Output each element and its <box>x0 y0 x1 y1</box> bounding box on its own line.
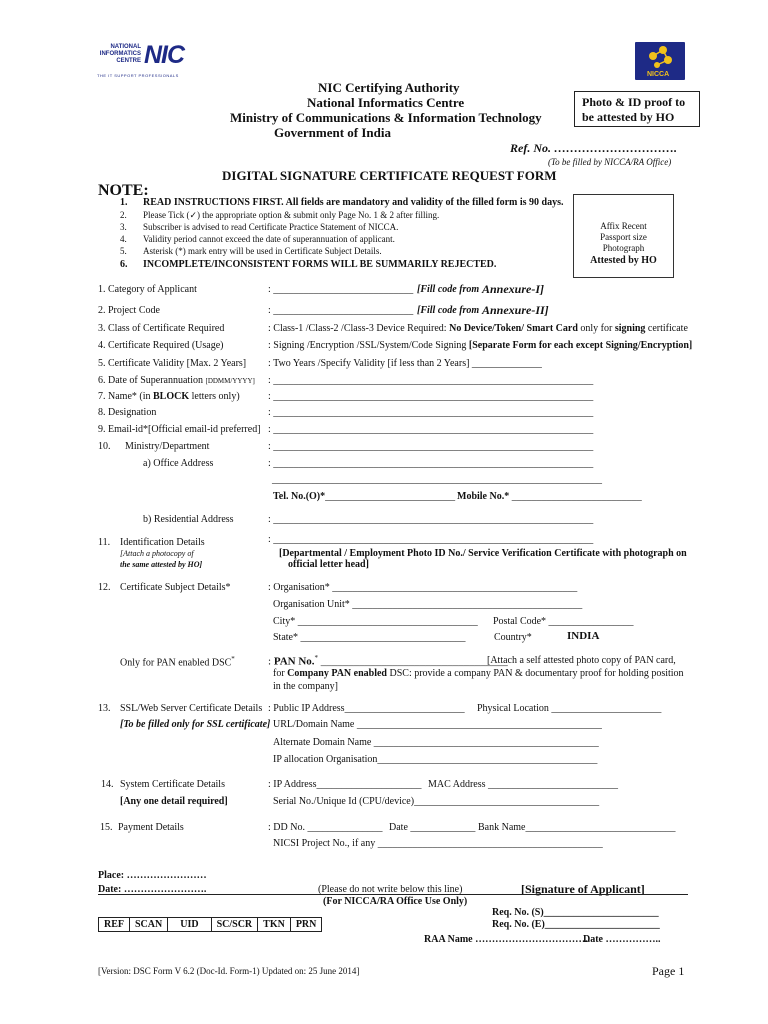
f10b-label: b) Residential Address <box>143 514 234 525</box>
f12-org-unit-input[interactable]: Organisation Unit* ______________________________________________ <box>273 599 583 610</box>
f13-url-input[interactable]: URL/Domain Name _________________________________________________ <box>273 719 602 730</box>
f11-doc-note1: [Departmental / Employment Photo ID No./ Service Verification Certificate with photograph on <box>279 548 687 559</box>
pan-row[interactable] <box>268 654 508 668</box>
f12-num: 12. <box>98 582 111 593</box>
f7-input[interactable]: : ________________________________________________________________ <box>268 391 594 402</box>
affix-line3: Photograph <box>602 243 645 253</box>
f13-public-ip-input[interactable]: : Public IP Address________________________ <box>268 703 465 714</box>
f12-state-input[interactable]: State* _________________________________ <box>273 632 466 643</box>
f15-bank-input[interactable]: Bank Name______________________________ <box>478 822 676 833</box>
req-no-e[interactable]: Req. No. (E)_______________________ <box>492 919 660 930</box>
office-cell-scscr: SC/SCR <box>211 918 258 932</box>
f10-label: Ministry/Department <box>125 441 210 452</box>
note-num-1: 1. <box>120 197 128 208</box>
f14-mac-input[interactable]: MAC Address __________________________ <box>428 779 619 790</box>
f7-block-bold: BLOCK <box>153 391 190 402</box>
pan-input[interactable]: __________________________________ <box>320 655 508 668</box>
f11-label: Identification Details <box>120 537 205 548</box>
pan-company-bold: Company PAN enabled <box>287 668 387 679</box>
f6-label <box>98 375 255 386</box>
f7-label-rest: letters only) <box>191 391 240 402</box>
f12-label: Certificate Subject Details* <box>120 582 231 593</box>
f11-input[interactable]: : ________________________________________________________________ <box>268 534 594 545</box>
f14-serial-input[interactable]: Serial No./Unique Id (CPU/device)_____________________________________ <box>273 796 600 807</box>
office-use-heading: (For NICCA/RA Office Use Only) <box>323 896 468 907</box>
f3-rest2: certificate <box>647 323 688 334</box>
f9-label: 9. Email-id*[Official email-id preferred] <box>98 424 261 435</box>
form-title: DIGITAL SIGNATURE CERTIFICATE REQUEST FORM <box>222 168 557 183</box>
nicca-logo-mark: NICCA <box>647 71 670 78</box>
affix-line1: Affix Recent <box>600 221 647 231</box>
f11-note2: the same attested by HO] <box>120 560 203 569</box>
f10b-input[interactable]: : ________________________________________________________________ <box>268 514 594 525</box>
pan-label: Only for PAN enabled DSC <box>120 657 232 669</box>
affix-photo-box[interactable] <box>573 194 674 278</box>
f2-label: 2. Project Code <box>98 305 160 316</box>
f15-nicsi-input[interactable]: NICSI Project No., if any _____________________________________________ <box>273 838 603 849</box>
note-text-1: READ INSTRUCTIONS FIRST. All fields are mandatory and validity of the filled form is 90 days. <box>143 197 564 208</box>
f4-usage-options[interactable]: : Signing /Encryption /SSL/System/Code Signing <box>268 340 467 351</box>
office-cell-ref: REF <box>99 918 130 932</box>
nic-logo-mark: NIC <box>144 41 185 69</box>
f11-num: 11. <box>98 537 111 548</box>
f15-date-input[interactable]: Date _____________ <box>389 822 476 833</box>
date-field[interactable]: Date: ……………………. <box>98 884 207 895</box>
f14-ip-input[interactable]: : IP Address_____________________ <box>268 779 422 790</box>
f12-postal-input[interactable]: Postal Code* _________________ <box>493 616 634 627</box>
f2-annexure: Annexure-II] <box>482 303 549 317</box>
f5-input[interactable]: : Two Years /Specify Validity [if less than 2 Years] ______________ <box>268 358 542 369</box>
f13-label: SSL/Web Server Certificate Details <box>120 703 263 714</box>
pan-company-note <box>273 668 684 679</box>
note-text-4: Validity period cannot exceed the date of superannuation of applicant. <box>143 234 395 244</box>
nic-logo-text <box>97 44 141 65</box>
f13-ip-alloc-input[interactable]: IP allocation Organisation____________________________________________ <box>273 754 598 765</box>
f10-num: 10. <box>98 441 111 452</box>
place-field[interactable]: Place: …………………… <box>98 870 207 881</box>
pan-company-note-end: in the company] <box>273 681 338 692</box>
ref-note: (To be filled by NICCA/RA Office) <box>548 157 672 167</box>
page-number: Page 1 <box>652 964 685 978</box>
pan-no-label: PAN No. <box>273 655 315 668</box>
header-line3: Ministry of Communications & Information Technology <box>230 110 542 125</box>
f13-physical-location-input[interactable]: Physical Location ______________________ <box>477 703 662 714</box>
ref-no: Ref. No. …………………………. <box>510 141 677 155</box>
f7-label <box>98 391 240 402</box>
nic-logo-line2: INFORMATICS <box>99 51 141 57</box>
f13-note-text: [To be filled only for SSL certificate] <box>120 719 271 730</box>
f14-note <box>120 796 228 807</box>
pan-attach-note: [Attach a self attested photo copy of PAN card, <box>487 655 676 666</box>
note-text-2: Please Tick (✓) the appropriate option & submit only Page No. 1 & 2 after filling. <box>143 210 440 220</box>
note-text-6: INCOMPLETE/INCONSISTENT FORMS WILL BE SUMMARILY REJECTED. <box>143 259 497 270</box>
f8-input[interactable]: : ________________________________________________________________ <box>268 407 594 418</box>
f4-options[interactable] <box>268 340 692 351</box>
tel-label: Tel. No.(O)* <box>273 491 326 502</box>
header-line2: National Informatics Centre <box>307 95 465 110</box>
header-line1: NIC Certifying Authority <box>318 80 460 95</box>
f12-country-label: Country* <box>494 632 532 643</box>
f10a-input-line2[interactable]: __________________________________________________________________ <box>272 474 602 485</box>
office-cell-prn: PRN <box>290 918 322 932</box>
f12-country-value: INDIA <box>567 630 600 642</box>
office-cell-scan: SCAN <box>130 918 168 932</box>
mobile-input[interactable]: __________________________ <box>511 491 642 502</box>
photo-id-line2: be attested by HO <box>582 110 675 124</box>
office-use-row <box>99 918 322 932</box>
pan-prefix: : <box>268 655 274 668</box>
nic-logo-tagline: THE IT SUPPORT PROFESSIONALS <box>97 73 179 78</box>
f15-num: 15. <box>100 822 113 833</box>
pan-company-rest: DSC: provide a company PAN & documentary proof for holding position <box>389 668 684 679</box>
f14-note-text: [Any one detail required] <box>120 796 228 807</box>
tel-row[interactable] <box>273 491 455 502</box>
f7-label-text: 7. Name* (in <box>98 391 151 402</box>
note-text-3: Subscriber is advised to read Certificate Practice Statement of NICCA. <box>143 222 399 232</box>
cut-line-divider <box>98 894 688 895</box>
f9-input[interactable]: : ________________________________________________________________ <box>268 424 594 435</box>
photo-id-proof-box <box>574 91 700 127</box>
nic-logo-line1: NATIONAL <box>110 44 141 50</box>
pan-for: for <box>273 668 285 679</box>
f2-input[interactable]: : ____________________________ <box>268 305 414 316</box>
f3-options[interactable] <box>268 323 688 334</box>
tel-input[interactable]: __________________________ <box>325 491 456 502</box>
note-num-2: 2. <box>120 210 127 220</box>
f6-input[interactable]: : ________________________________________________________________ <box>268 375 594 386</box>
f15-dd-input[interactable]: : DD No. _______________ <box>268 822 383 833</box>
note-heading: NOTE: <box>98 182 149 199</box>
pan-label-star: * <box>231 655 235 663</box>
f13-note <box>120 719 270 730</box>
f12-city-input[interactable]: City* ____________________________________ <box>273 616 478 627</box>
nic-logo-line3: CENTRE <box>116 58 141 64</box>
f1-annexure: Annexure-I] <box>482 282 545 296</box>
note-num-3: 3. <box>120 222 127 232</box>
f3-label: 3. Class of Certificate Required <box>98 323 225 334</box>
f14-num: 14. <box>101 779 114 790</box>
office-cell-uid: UID <box>168 918 211 932</box>
pan-no-star: * <box>314 654 319 662</box>
do-not-write-note: (Please do not write below this line) <box>318 884 463 895</box>
f3-signing-bold: signing <box>614 323 646 334</box>
f3-rest: only for <box>580 323 613 334</box>
note-text-5: Asterisk (*) mark entry will be used in Certificate Subject Details. <box>143 246 382 256</box>
f4-label: 4. Certificate Required (Usage) <box>98 340 224 351</box>
pan-section-label <box>120 655 235 668</box>
note-num-6: 6. <box>120 259 128 270</box>
raa-date[interactable]: Date …………….. <box>583 934 661 945</box>
signature-of-applicant: [Signature of Applicant] <box>521 882 645 896</box>
f4-separate-note: [Separate Form for each except Signing/Encryption] <box>468 340 693 351</box>
req-no-s[interactable]: Req. No. (S)_______________________ <box>492 907 659 918</box>
mobile-label: Mobile No.* <box>457 491 510 502</box>
f10a-label: a) Office Address <box>143 458 214 469</box>
f11-note1: [Attach a photocopy of <box>120 549 194 558</box>
f12-organisation-input[interactable]: : Organisation* _________________________________________________ <box>268 582 578 593</box>
f1-label: 1. Category of Applicant <box>98 284 197 295</box>
f10-input[interactable]: : ________________________________________________________________ <box>268 441 594 452</box>
f13-alt-domain-input[interactable]: Alternate Domain Name _____________________________________________ <box>273 737 599 748</box>
raa-name[interactable]: RAA Name …………………………….. <box>424 934 591 945</box>
f11-doc-note2: official letter head] <box>288 559 369 570</box>
header-line4: Government of India <box>274 125 391 140</box>
affix-line2: Passport size <box>600 232 647 242</box>
version-info: [Version: DSC Form V 6.2 (Doc-Id. Form-1) Updated on: 25 June 2014] <box>98 966 360 976</box>
f5-label: 5. Certificate Validity [Max. 2 Years] <box>98 358 247 369</box>
f6-format: [DDMM/YYYY] <box>205 377 255 385</box>
office-cell-tkn: TKN <box>258 918 291 932</box>
f10a-input[interactable]: : ________________________________________________________________ <box>268 458 594 469</box>
nicca-logo <box>635 42 685 80</box>
f6-label-text: 6. Date of Superannuation <box>98 375 203 386</box>
mobile-row[interactable] <box>457 491 642 502</box>
note-num-4: 4. <box>120 234 127 244</box>
f1-input[interactable]: : ____________________________ <box>268 284 414 295</box>
note-num-5: 5. <box>120 246 127 256</box>
photo-id-line1: Photo & ID proof to <box>582 95 686 109</box>
f14-label: System Certificate Details <box>120 779 225 790</box>
office-use-table <box>98 917 322 932</box>
f13-num: 13. <box>98 703 111 714</box>
f15-label: Payment Details <box>118 822 184 833</box>
f1-fill-note: [Fill code from <box>417 284 480 295</box>
f3-device-bold: No Device/Token/ Smart Card <box>449 323 578 334</box>
f3-class-options[interactable]: : Class-1 /Class-2 /Class-3 Device Required: <box>268 323 447 334</box>
nic-logo <box>97 41 193 82</box>
f2-fill-note: [Fill code from <box>417 305 480 316</box>
f8-label: 8. Designation <box>98 407 157 418</box>
affix-line4: Attested by HO <box>590 255 657 266</box>
